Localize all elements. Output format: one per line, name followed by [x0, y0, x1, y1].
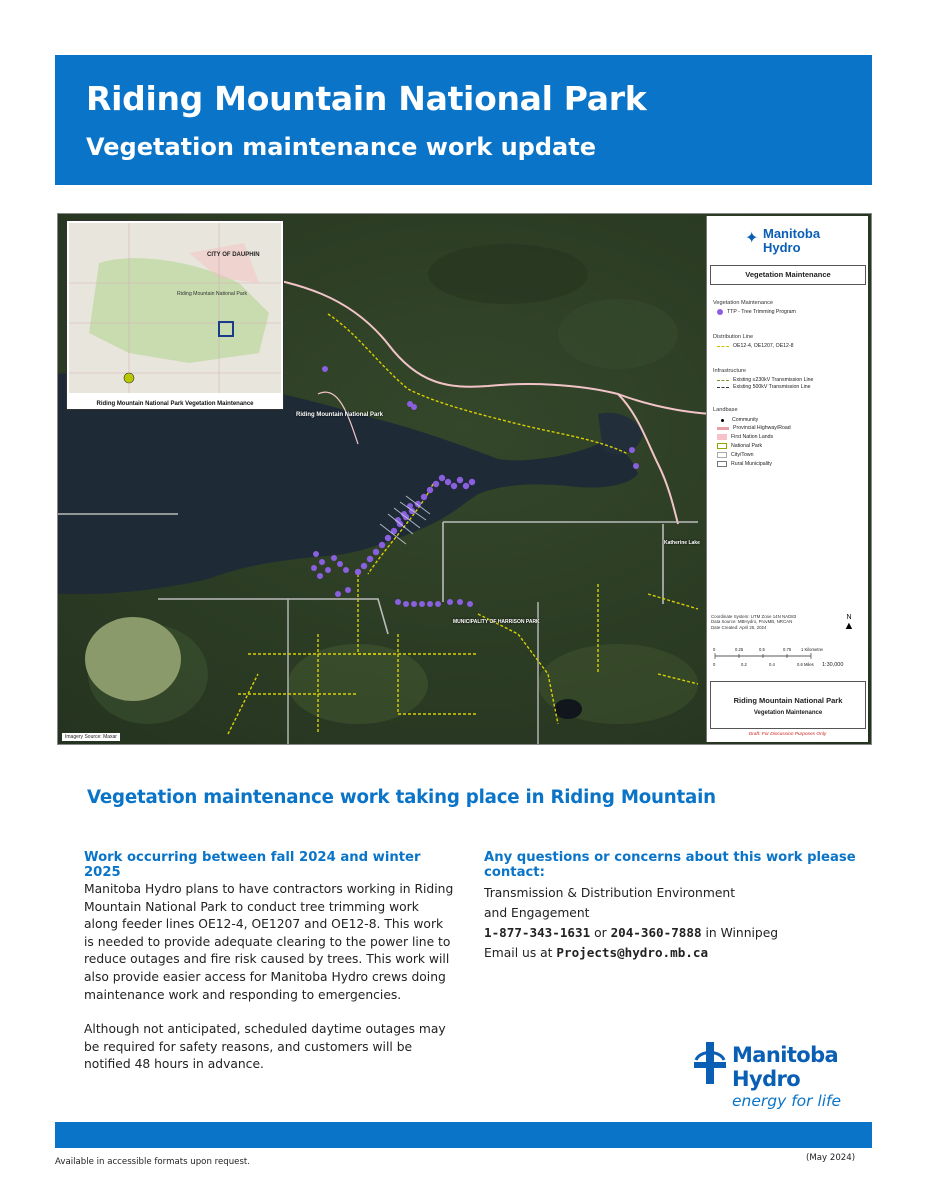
legend-coordinate-info: Coordinate System: UTM Zone 14N NAD83 Data Source: MBHydro, ProvMB, NRCAN Date Created: April 25, 2024: [711, 614, 797, 630]
contact-body: [484, 883, 864, 963]
section-heading: Vegetation maintenance work taking place in Riding Mountain: [87, 787, 716, 808]
scale-ratio: 1:30,000: [822, 662, 844, 668]
phone-winnipeg-link[interactable]: 204-360-7888: [610, 925, 702, 940]
legend-landbase-community: Community: [717, 417, 758, 423]
legend-dist-item: OE12-4, OE1207, OE12-8: [717, 343, 794, 349]
phone-tollfree-link[interactable]: 1-877-343-1631: [484, 925, 591, 940]
inset-caption: Riding Mountain National Park Vegetation Maintenance: [96, 401, 254, 407]
brand-name-line-1: Manitoba: [732, 1043, 839, 1067]
legend-brand: ✦ Manitoba Hydro: [745, 226, 821, 255]
legend-footer-sub: Vegetation Maintenance: [753, 710, 823, 716]
brand-tagline: energy for life: [732, 1092, 842, 1110]
city-outline-icon: [717, 452, 727, 458]
legend-title: Vegetation Maintenance: [710, 265, 866, 285]
transmission-line-icon: [717, 387, 729, 388]
park-map-label: Riding Mountain National Park: [296, 412, 384, 418]
manitoba-hydro-brand: [690, 1040, 875, 1115]
purple-dot-icon: [717, 309, 723, 315]
scale-km-1: 0.25: [735, 647, 744, 652]
first-nation-fill-icon: [717, 434, 727, 440]
legend-landbase-firstnation: First Nation Lands: [717, 434, 773, 440]
road-line-icon: [717, 427, 729, 430]
work-paragraph-1: Manitoba Hydro plans to have contractors working in Riding Mountain National Park to conduct tree trimming work along feeder lines OE12-4, OE1207 and OE12-8. This work is needed to provide adequate clearing to the power line to reduce outages and fire risk caused by trees. This work will also provide easier access for Manitoba Hydro crews doing maintenance work and responding to emergencies.: [84, 882, 454, 1002]
legend-infra-item-2: Existing 500kV Transmission Line: [717, 384, 811, 390]
vegetation-map: [57, 213, 872, 745]
scale-mi-0: 0: [713, 662, 716, 667]
legend-dist-heading: Distribution Line: [713, 334, 754, 340]
municipality-outline-icon: [717, 461, 727, 467]
header-banner: [55, 55, 872, 185]
work-heading: Work occurring between fall 2024 and winter 2025: [84, 850, 421, 880]
inset-city-label: CITY OF DAUPHIN: [207, 252, 260, 258]
page-title: Riding Mountain National Park: [86, 79, 647, 118]
scale-bar: [713, 646, 823, 675]
contact-dept-line-1: Transmission & Distribution Environment: [484, 886, 736, 900]
legend-footer-box: [710, 681, 866, 729]
legend-landbase-road: Provincial Highway/Road: [717, 425, 791, 431]
legend-footer-title: Riding Mountain National Park: [733, 696, 843, 705]
legend-veg-item: TTP - Tree Trimming Program: [717, 309, 796, 315]
municipality-map-label: MUNICIPALITY OF HARRISON PARK: [453, 619, 540, 625]
contact-heading: Any questions or concerns about this work please contact:: [484, 850, 856, 880]
scale-mi-3: 0.6 Miles: [797, 662, 814, 667]
community-point-icon: [721, 419, 724, 422]
footer-bar: [55, 1122, 872, 1148]
draft-notice: Draft: For Discussion Purposes Only: [748, 732, 827, 737]
work-paragraph-2: Although not anticipated, scheduled daytime outages may be required for safety reasons, and customers will be notified 48 hours in advance.: [84, 1022, 446, 1072]
inset-park-label: Riding Mountain National Park: [177, 291, 248, 297]
scale-mi-2: 0.4: [769, 662, 775, 667]
legend-infra-item-1: Existing ≤230kV Transmission Line: [717, 377, 813, 383]
page-subtitle: Vegetation maintenance work update: [86, 133, 596, 161]
accessible-formats-note: Available in accessible formats upon request.: [55, 1157, 251, 1167]
work-details: [84, 850, 454, 1074]
transmission-line-icon: [717, 380, 729, 381]
national-park-outline-icon: [717, 443, 727, 449]
imagery-source: Imagery Source: Maxar: [62, 733, 120, 741]
manitoba-hydro-logo-icon: ✦: [745, 230, 759, 247]
scale-km-0: 0: [713, 647, 716, 652]
scale-km-4: 1 Kilometres: [801, 647, 823, 652]
inset-map: [66, 220, 284, 410]
brand-name-line-2: Hydro: [732, 1067, 801, 1091]
legend-landbase-rm: Rural Municipality: [717, 461, 772, 467]
contact-phone-line: 1-877-343-1631 or 204-360-7888 in Winnipeg: [484, 925, 779, 940]
legend-landbase-city: City/Town: [717, 452, 753, 458]
legend-infra-heading: Infrastructure: [713, 368, 746, 374]
email-link[interactable]: Projects@hydro.mb.ca: [556, 945, 709, 960]
scale-km-3: 0.75: [783, 647, 792, 652]
legend-veg-heading: Vegetation Maintenance: [713, 300, 774, 306]
scale-mi-1: 0.2: [741, 662, 747, 667]
contact-dept-line-2: and Engagement: [484, 906, 590, 920]
manitoba-hydro-logo-icon: [690, 1040, 730, 1086]
contact-email-line: Email us at Projects@hydro.mb.ca: [484, 945, 709, 960]
legend-landbase-heading: Landbase: [713, 407, 738, 413]
legend-landbase-park: National Park: [717, 443, 762, 449]
publish-date: (May 2024): [806, 1153, 856, 1163]
yellow-line-icon: [717, 346, 729, 347]
lake-map-label: Katherine Lake: [664, 540, 700, 546]
contact-details: [484, 850, 864, 963]
north-arrow-icon: N ▲: [843, 614, 855, 632]
map-legend: [706, 216, 868, 742]
scale-km-2: 0.5: [759, 647, 765, 652]
